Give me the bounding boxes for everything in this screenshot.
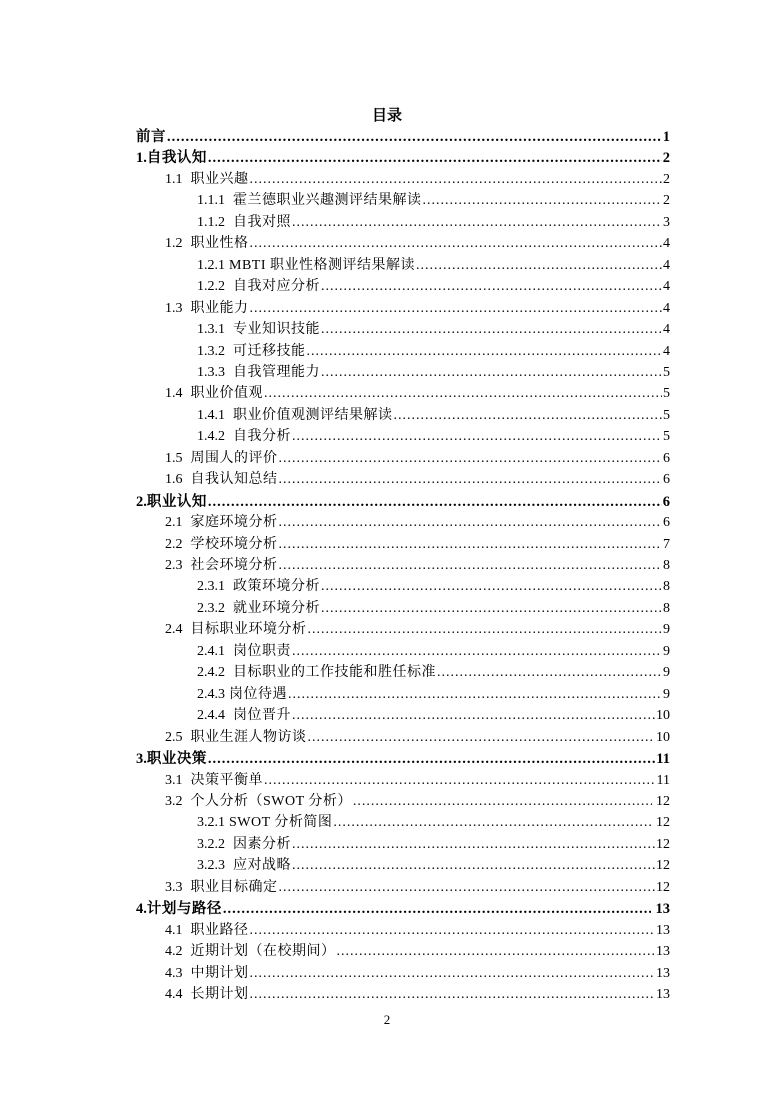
toc-entry-page: 4: [663, 300, 670, 316]
toc-entry-page: 8: [663, 579, 670, 595]
toc-entry-page: 13: [656, 965, 670, 981]
toc-entry-title: 职业认知: [146, 493, 207, 510]
toc-entry-page: 5: [663, 429, 670, 445]
toc-dot-leader: [250, 171, 663, 189]
toc-dot-leader: [394, 407, 663, 425]
toc-entry-page: 12: [656, 858, 670, 874]
toc-entry[interactable]: [197, 576, 670, 596]
toc-dot-leader: [250, 986, 656, 1004]
toc-entry-number: 2.4.3: [197, 686, 225, 702]
toc-entry[interactable]: [197, 684, 670, 704]
toc-entry-page: 5: [663, 407, 670, 423]
toc-entry-title: 家庭环境分析: [182, 515, 278, 531]
toc-entry[interactable]: [197, 705, 670, 725]
toc-entry-number: 2.: [136, 493, 147, 510]
toc-entry[interactable]: [197, 362, 670, 382]
toc-dot-leader: [308, 621, 663, 639]
toc-entry-number: 2.2: [165, 536, 183, 552]
toc-entry-number: 2.4.4: [197, 708, 225, 724]
toc-entry-page: 5: [663, 364, 670, 380]
toc-entry-page: 4: [663, 279, 670, 295]
toc-dot-leader: [292, 857, 655, 875]
toc-entry-title: 自我管理能力: [225, 364, 320, 380]
toc-entry[interactable]: [165, 383, 670, 403]
toc-entry-number: 1.4.1: [197, 407, 225, 423]
toc-entry-page: 2: [663, 193, 670, 209]
toc-entry-number: 2.3.2: [197, 600, 225, 616]
toc-entry[interactable]: [197, 855, 670, 875]
toc-entry[interactable]: [197, 641, 670, 661]
toc-entry-page: 9: [663, 622, 670, 638]
toc-entry-page: 4: [663, 322, 670, 338]
toc-entry-page: 12: [652, 793, 670, 809]
toc-entry-number: 2.5: [165, 729, 183, 745]
toc-entry-page: 13: [656, 922, 670, 938]
toc-entry-page: 9: [663, 665, 670, 681]
toc-entry-number: 3.2.2: [197, 836, 225, 852]
toc-title: 目录: [371, 108, 402, 124]
toc-entry-title: 目标职业环境分析: [182, 622, 307, 638]
toc-entry-title: 岗位职责: [225, 643, 291, 659]
toc-entry-number: 3.3: [165, 879, 183, 895]
toc-entry-page: 6: [662, 493, 670, 510]
toc-entry-number: 1.2.2: [197, 279, 225, 295]
toc-dot-leader: [333, 814, 651, 832]
toc-entry-title: 岗位晋升: [225, 708, 291, 724]
toc-entry[interactable]: [197, 426, 670, 446]
toc-entry[interactable]: [165, 619, 670, 639]
toc-entry[interactable]: [165, 963, 670, 983]
toc-entry-number: 1.2.1: [197, 257, 225, 273]
toc-dot-leader: [423, 192, 663, 210]
toc-dot-leader: [208, 149, 662, 167]
toc-entry-title: 学校环境分析: [182, 536, 278, 552]
toc-entry-page: 2: [663, 171, 670, 187]
toc-entry-number: 4.4: [165, 987, 183, 1002]
toc-entry-title: 职业路径: [182, 922, 249, 938]
toc-entry-number: 1.4: [165, 386, 183, 402]
toc-dot-leader: [321, 321, 662, 339]
toc-dot-leader: [288, 686, 662, 704]
toc-entry-page: 4: [663, 343, 670, 359]
toc-entry-number: 1.1: [165, 171, 183, 187]
toc-entry-title: 目标职业的工作技能和胜任标准: [225, 665, 436, 681]
toc-entry-page: 4: [663, 257, 670, 273]
toc-entry-number: 2.4.1: [197, 643, 225, 659]
toc-dot-leader: [279, 536, 663, 554]
toc-dot-leader: [223, 900, 651, 918]
toc-entry-title: 自我认知总结: [182, 472, 278, 488]
toc-entry-title: MBTI 职业性格测评结果解读: [225, 257, 415, 273]
toc-dot-leader: [292, 643, 662, 661]
toc-entry-title: 自我对照: [225, 214, 291, 230]
toc-entry-page: 13: [656, 944, 670, 960]
toc-entry-number: 4.3: [165, 965, 183, 981]
toc-entry[interactable]: [165, 920, 670, 940]
toc-entry-title: 应对战略: [225, 858, 291, 874]
toc-entry-title: 自我对应分析: [225, 279, 320, 295]
toc-entry-number: 2.4.2: [197, 665, 225, 681]
toc-dot-leader: [264, 772, 656, 790]
toc-dot-leader: [292, 836, 655, 854]
toc-entry[interactable]: [197, 662, 670, 682]
toc-entry-page: 3: [663, 214, 670, 230]
toc-entry-title: 社会环境分析: [182, 558, 278, 573]
toc-entry-number: 2.4: [165, 622, 183, 638]
toc-entry-title: 职业决策: [146, 751, 207, 768]
toc-dot-leader: [292, 428, 662, 446]
toc-entry-title: 职业兴趣: [182, 171, 249, 187]
toc-entry-number: 1.3.3: [197, 364, 225, 380]
toc-dot-leader: [321, 364, 662, 382]
toc-dot-leader: [264, 385, 662, 403]
toc-dot-leader: [167, 128, 662, 146]
toc-entry-number: 1.1.2: [197, 214, 225, 230]
toc-entry-number: 1.3.1: [197, 322, 225, 338]
toc-entry-number: 3.2: [165, 793, 183, 809]
toc-dot-leader: [437, 664, 662, 682]
toc-dot-leader: [308, 729, 656, 747]
toc-entry-number: 3.2.1: [197, 815, 225, 831]
toc-dot-leader: [208, 750, 655, 768]
toc-entry[interactable]: [165, 727, 670, 747]
toc-entry[interactable]: [197, 212, 670, 232]
toc-entry[interactable]: [197, 190, 670, 210]
toc-entry[interactable]: [165, 448, 670, 468]
toc-entry-number: 1.6: [165, 472, 183, 488]
toc-entry-title: 决策平衡单: [182, 772, 263, 788]
toc-entry-page: 6: [663, 472, 670, 488]
toc-entry-title: SWOT 分析简图: [225, 815, 333, 831]
toc-entry-page: 1: [662, 129, 670, 145]
toc-dot-leader: [279, 450, 663, 468]
toc-dot-leader: [279, 879, 656, 897]
toc-entry-title: 职业价值观测评结果解读: [225, 407, 393, 423]
toc-entry-page: 10: [656, 708, 670, 724]
toc-entry-title: 政策环境分析: [225, 579, 320, 595]
toc-entry-page: 7: [663, 536, 670, 552]
toc-dot-leader: [279, 557, 663, 575]
toc-entry-page: 11: [656, 751, 670, 768]
toc-entry-title: 近期计划（在校期间）: [182, 944, 336, 960]
toc-entry-title: 前言: [136, 129, 166, 145]
toc-entry-title: 计划与路径: [146, 901, 222, 918]
toc-dot-leader: [250, 922, 656, 940]
toc-entry-page: 10: [656, 729, 670, 745]
toc-entry[interactable]: [165, 555, 670, 575]
toc-dot-leader: [337, 943, 656, 961]
toc-entry-page: 6: [663, 515, 670, 531]
toc-entry-title: 霍兰德职业兴趣测评结果解读: [225, 193, 422, 209]
toc-entry-number: 3.2.3: [197, 858, 225, 874]
toc-entry[interactable]: [165, 169, 670, 189]
toc-dot-leader: [279, 514, 663, 532]
toc-entry[interactable]: [197, 319, 670, 339]
toc-entry-number: 4.: [136, 901, 147, 918]
toc-entry[interactable]: [165, 534, 670, 554]
toc-entry[interactable]: [197, 255, 670, 275]
toc-entry-number: 2.3.1: [197, 579, 225, 595]
toc-entry-title: 自我分析: [225, 429, 291, 445]
toc-entry[interactable]: [197, 834, 670, 854]
toc-dot-leader: [279, 471, 663, 489]
toc-entry-number: 1.: [136, 150, 147, 167]
toc-dot-leader: [292, 214, 662, 232]
toc-entry-title: 专业知识技能: [225, 322, 320, 338]
toc-dot-leader: [250, 300, 663, 318]
toc-entry-number: 4.2: [165, 944, 183, 960]
toc-dot-leader: [321, 278, 662, 296]
toc-entry[interactable]: [136, 147, 670, 167]
toc-entry-title: 长期计划: [182, 987, 249, 1002]
toc-entry-page: 12: [656, 836, 670, 852]
toc-dot-leader: [250, 235, 663, 253]
toc-entry-title: 职业能力: [182, 300, 249, 316]
toc-entry[interactable]: [165, 233, 670, 253]
toc-entry-title: 因素分析: [225, 836, 291, 852]
toc-entry[interactable]: [197, 598, 670, 618]
toc-entry-title: 职业价值观: [182, 386, 263, 402]
toc-entry-number: 1.2: [165, 236, 183, 252]
toc-entry-title: 职业目标确定: [182, 879, 278, 895]
toc-dot-leader: [292, 707, 655, 725]
toc-entry-number: 2.1: [165, 515, 183, 531]
toc-entry[interactable]: [136, 491, 670, 511]
toc-entry-number: 1.3.2: [197, 343, 225, 359]
toc-entry-page: 9: [663, 643, 670, 659]
toc-entry-page: 9: [663, 686, 670, 702]
toc-entry[interactable]: [165, 941, 670, 961]
toc-entry-page: 4: [663, 236, 670, 252]
toc-entry[interactable]: [165, 512, 670, 532]
toc-entry-number: 3.1: [165, 772, 183, 788]
toc-entry-page: 8: [663, 600, 670, 616]
toc-entry-number: 3.: [136, 751, 147, 768]
toc-entry-title: 岗位待遇: [225, 686, 287, 702]
toc-entry-page: 12: [652, 815, 670, 831]
toc-dot-leader: [353, 793, 652, 811]
toc-entry[interactable]: [136, 898, 670, 918]
toc-entry[interactable]: [165, 791, 670, 811]
toc-entry-title: 中期计划: [182, 965, 249, 981]
toc-entry[interactable]: [197, 276, 670, 296]
toc-entry[interactable]: [197, 405, 670, 425]
toc-entry[interactable]: [165, 877, 670, 897]
toc-entry[interactable]: [165, 770, 670, 790]
toc-entry-page: 12: [656, 879, 670, 895]
toc-entry-title: 职业生涯人物访谈: [182, 729, 307, 745]
toc-entry-page: 2: [662, 150, 670, 167]
toc-dot-leader: [208, 493, 662, 511]
page-number: 2: [383, 1012, 391, 1027]
toc-entry[interactable]: [165, 298, 670, 318]
toc-entry[interactable]: [197, 812, 670, 832]
toc-entry[interactable]: [197, 341, 670, 361]
toc-entry-number: 1.5: [165, 450, 183, 466]
toc-dot-leader: [321, 600, 662, 618]
toc-entry-page: 5: [663, 386, 670, 402]
toc-dot-leader: [307, 343, 663, 361]
toc-entry-title: 可迁移技能: [225, 343, 306, 359]
toc-entry-title: 自我认知: [146, 150, 207, 167]
toc-entry[interactable]: [136, 126, 670, 146]
toc-entry-title: 职业性格: [182, 236, 249, 252]
toc-entry-title: 周围人的评价: [182, 450, 278, 466]
toc-entry-page: 6: [663, 450, 670, 466]
toc-entry-page: 13: [651, 901, 670, 918]
toc-entry-number: 2.3: [165, 558, 183, 573]
toc-entry[interactable]: [136, 748, 670, 768]
toc-entry-page: 13: [656, 987, 670, 1002]
toc-entry[interactable]: [165, 469, 670, 489]
toc-entry-number: 1.3: [165, 300, 183, 316]
toc-entry-page: 11: [656, 772, 670, 788]
toc-entry-number: 1.1.1: [197, 193, 225, 209]
toc-entry-page: 8: [663, 558, 670, 573]
toc-entry-number: 4.1: [165, 922, 183, 938]
toc-entry-title: 就业环境分析: [225, 600, 320, 616]
toc-dot-leader: [250, 965, 656, 983]
toc-dot-leader: [416, 257, 662, 275]
toc-entry-title: 个人分析（SWOT 分析）: [182, 793, 352, 809]
toc-dot-leader: [321, 578, 662, 596]
toc-entry-number: 1.4.2: [197, 429, 225, 445]
toc-entry[interactable]: [165, 984, 670, 1004]
